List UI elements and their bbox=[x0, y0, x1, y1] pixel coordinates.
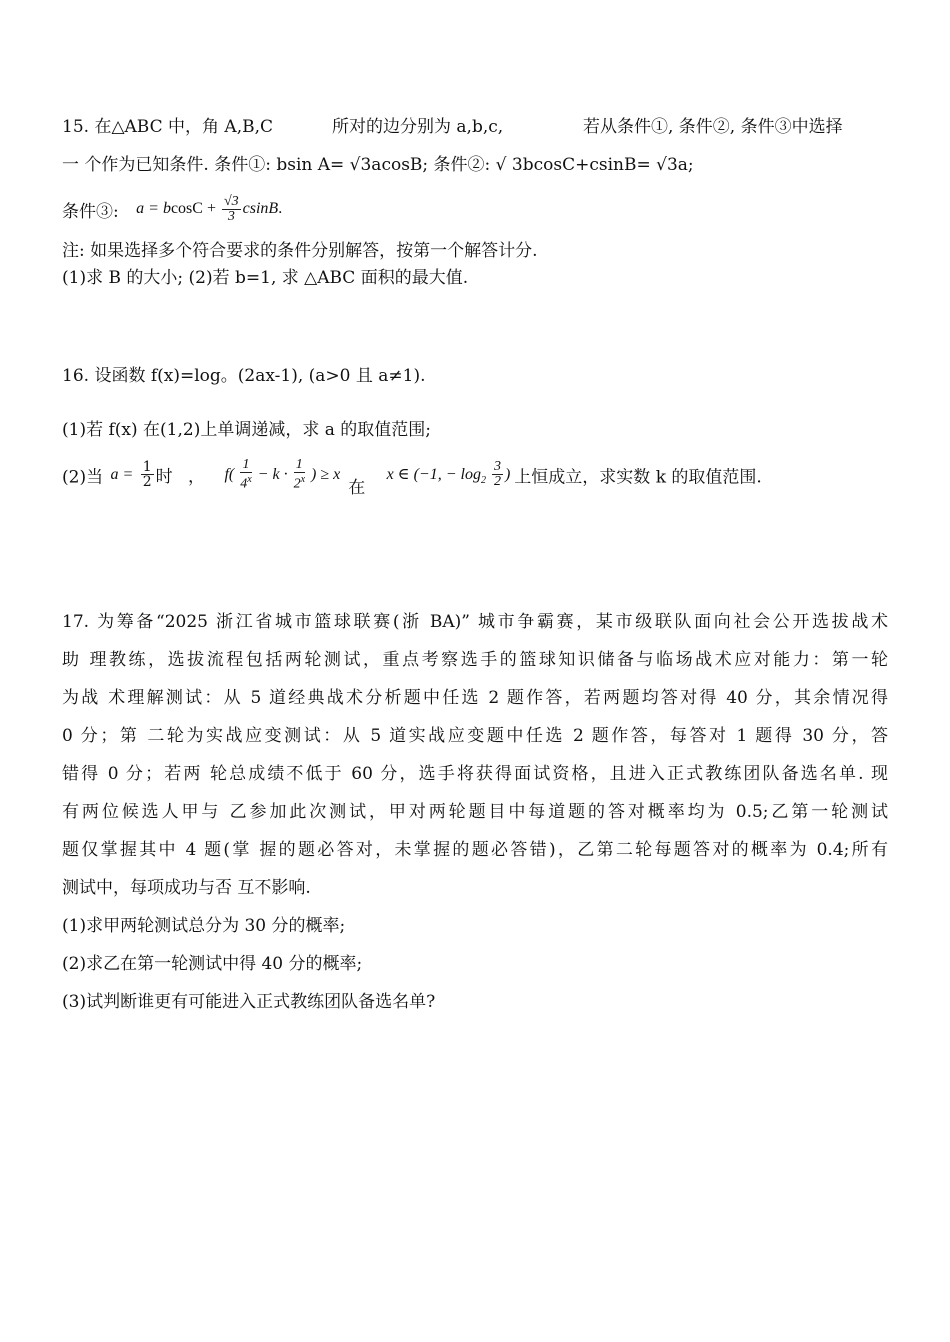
q16-interval-close: ) bbox=[504, 465, 511, 483]
q15-line1-a: 15. 在△ABC 中，角 A,B,C bbox=[62, 117, 273, 137]
q16-interval-num: 3 bbox=[493, 459, 501, 475]
q16-frac2-den bbox=[294, 473, 305, 492]
q16-frac1 bbox=[240, 458, 251, 492]
q16-f-close: ) ≥ x bbox=[311, 465, 341, 483]
q17-line-3: 为战 术理解测试：从 5 道经典战术分析题中任选 2 题作答，若两题均答对得 40 分，其余情况得 bbox=[62, 688, 888, 708]
q15-cond3-cos: cosC + bbox=[170, 200, 216, 218]
q15-note: 注: 如果选择多个符合要求的条件分别解答，按第一个解答计分. bbox=[62, 241, 538, 261]
q16-part1: (1)若 f(x) 在(1,2)上单调递减，求 a 的取值范围; bbox=[62, 420, 432, 440]
q15-cond3-lhs: a = b bbox=[136, 200, 171, 218]
q17-line-5: 错得 0 分；若两 轮总成绩不低于 60 分，选手将获得面试资格，且进入正式教练团队备选名单. 现 bbox=[62, 764, 888, 784]
q16-part2-row bbox=[62, 458, 762, 508]
q16-frac2-num: 1 bbox=[294, 458, 305, 473]
q16-half-num: 1 bbox=[142, 459, 152, 476]
q16-ineq bbox=[224, 457, 344, 492]
q17-part3: (3)试判断谁更有可能进入正式教练团队备选名单? bbox=[62, 992, 436, 1012]
q16-frac1-base: 4 bbox=[240, 476, 248, 492]
q16-frac2 bbox=[294, 458, 305, 492]
q17-line-4: 0 分；第 二轮为实战应变测试：从 5 道实战应变题中任选 2 题作答，每答对 1 题得 30 分，答 bbox=[62, 726, 888, 746]
q16-interval-den: 2 bbox=[493, 474, 501, 490]
q15-line2: 一 个作为已知条件. 条件①: bsin A= √3acosB; 条件②: √ 3bcosC+csinB= √3a; bbox=[62, 155, 694, 175]
q17-part1: (1)求甲两轮测试总分为 30 分的概率; bbox=[62, 916, 346, 936]
q16-frac2-base: 2 bbox=[293, 476, 301, 492]
q17-line-2: 助 理教练，选拔流程包括两轮测试，重点考察选手的篮球知识储备与临场战术应对能力：第一轮 bbox=[62, 650, 888, 670]
q15-cond3-end: . bbox=[278, 200, 283, 218]
q17-last-line: 测试中，每项成功与否 互不影响. bbox=[62, 878, 311, 898]
q16-frac1-exp: x bbox=[247, 474, 252, 485]
q16-half-den: 2 bbox=[142, 474, 152, 491]
q16-intro: 16. 设函数 f(x)=log。(2ax-1), (a>0 且 a≠1). bbox=[62, 366, 426, 386]
q16-a-eq: a = bbox=[110, 465, 134, 483]
q16-interval bbox=[386, 459, 515, 490]
q16-comma: ， bbox=[188, 467, 206, 488]
q16-part2-end: 上恒成立，求实数 k 的取值范围. bbox=[514, 467, 762, 488]
q15-cond3-fraction bbox=[222, 195, 241, 224]
q16-interval-sub: 2 bbox=[480, 474, 486, 486]
q15-cond3-num: √3 bbox=[223, 194, 239, 209]
q15-line1-c: 若从条件①, 条件②, 条件③中选择 bbox=[583, 117, 843, 137]
q17-line-7: 题仅掌握其中 4 题(掌 握的题必答对，未掌握的题必答错)，乙第二轮每题答对的概率为 0.4;所有 bbox=[62, 840, 888, 860]
q15-cond3-label: 条件③: bbox=[62, 202, 119, 222]
q15-cond3-den: 3 bbox=[227, 209, 235, 224]
q17-line-1: 17. 为筹备“2025 浙江省城市篮球联赛(浙 BA)” 城市争霸赛，某市级联队面向社会公开选拔战术 bbox=[62, 612, 888, 632]
q17-part2: (2)求乙在第一轮测试中得 40 分的概率; bbox=[62, 954, 363, 974]
q16-frac2-exp: x bbox=[300, 474, 306, 485]
q16-half bbox=[141, 460, 154, 489]
q16-minus-k: − k · bbox=[257, 465, 288, 483]
q16-frac1-den bbox=[240, 473, 251, 492]
q16-interval-frac bbox=[492, 460, 503, 489]
q15-parts: (1)求 B 的大小; (2)若 b=1, 求 △ABC 面积的最大值. bbox=[62, 268, 469, 288]
q16-interval-a: x ∈ (−1, − log bbox=[386, 465, 481, 483]
q16-zai: 在 bbox=[348, 478, 366, 499]
q16-part2-when: 时 bbox=[155, 467, 173, 488]
q17-line-6: 有两位候选人甲与 乙参加此次测试，甲对两轮题目中每道题的答对概率均为 0.5;乙第一轮测试 bbox=[62, 802, 888, 822]
q16-f-open: f( bbox=[224, 465, 235, 483]
q15-cond3-rest: csinB bbox=[242, 200, 279, 218]
q15-cond3-row bbox=[62, 195, 282, 235]
q15-line1-b: 所对的边分别为 a,b,c, bbox=[332, 117, 504, 137]
q15-cond3-formula bbox=[136, 194, 283, 224]
q16-frac1-num: 1 bbox=[240, 458, 251, 473]
q16-part2-a: (2)当 bbox=[62, 467, 104, 488]
